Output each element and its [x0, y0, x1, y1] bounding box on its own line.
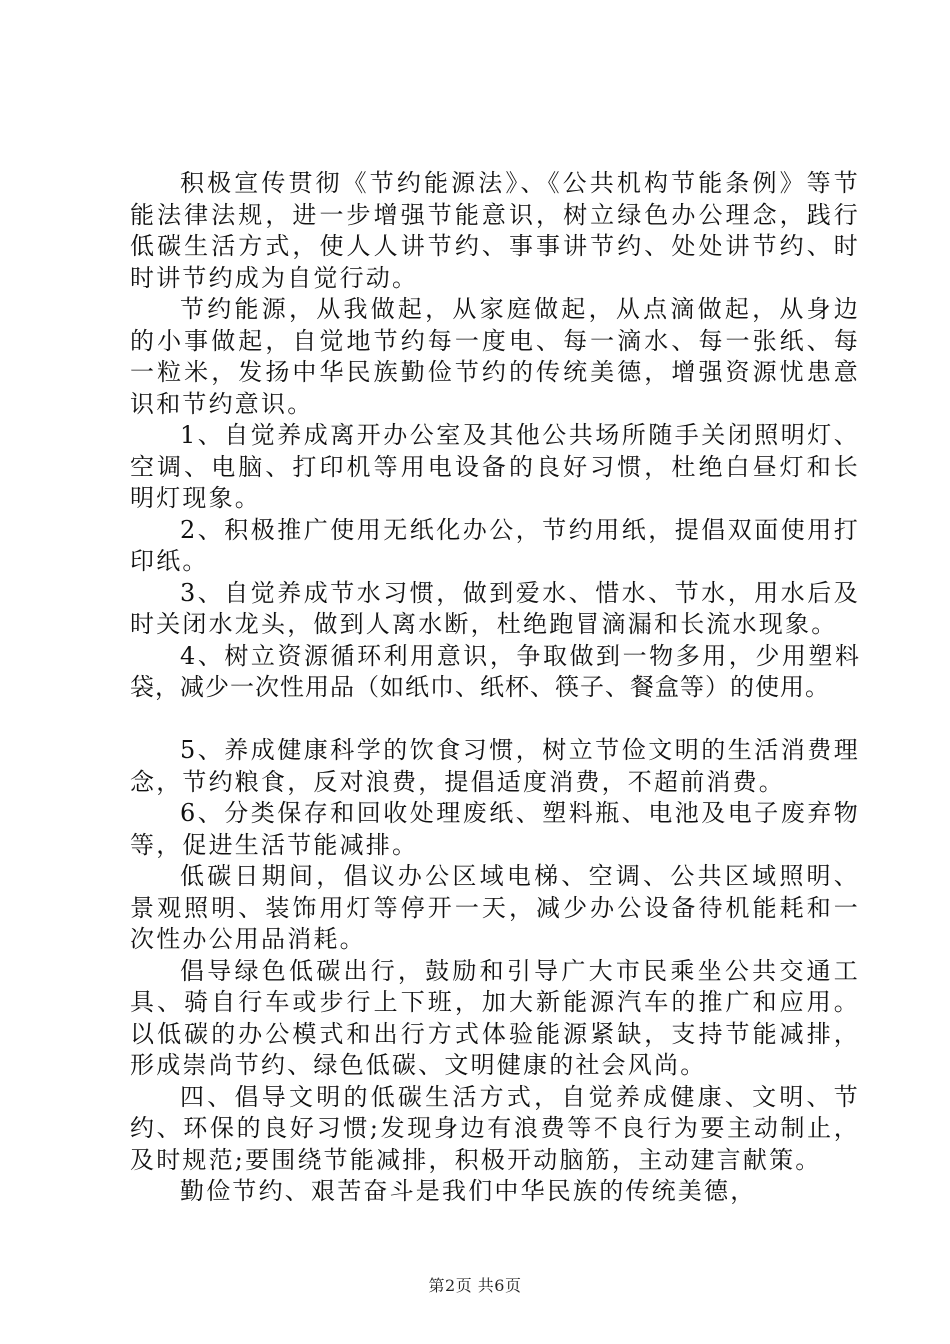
paragraph-section-four: 四、倡导文明的低碳生活方式，自觉养成健康、文明、节约、环保的良好习惯;发现身边有浪费等不良行为要主动制止，及时规范;要围绕节能减排，积极开动脑筋，主动建言献策。	[130, 1082, 860, 1174]
page-footer: 第2页 共6页	[428, 1276, 522, 1295]
document-body	[130, 168, 860, 1208]
paragraph-low-carbon-day: 低碳日期间，倡议办公区域电梯、空调、公共区域照明、景观照明、装饰用灯等停开一天，减少办公设备待机能耗和一次性办公用品消耗。	[130, 862, 860, 953]
paragraph-green-travel: 倡导绿色低碳出行，鼓励和引导广大市民乘坐公共交通工具、骑自行车或步行上下班，加大新能源汽车的推广和应用。以低碳的办公模式和出行方式体验能源紧缺，支持节能减排，形成崇尚节约、绿色低碳、文明健康的社会风尚。	[130, 956, 860, 1079]
paragraph-item-1: 1、自觉养成离开办公室及其他公共场所随手关闭照明灯、空调、电脑、打印机等用电设备的良好习惯，杜绝白昼灯和长明灯现象。	[130, 421, 860, 512]
paragraph-save-energy: 节约能源，从我做起，从家庭做起，从点滴做起，从身边的小事做起，自觉地节约每一度电、每一滴水、每一张纸、每一粒米，发扬中华民族勤俭节约的传统美德，增强资源忧患意识和节约意识。	[130, 295, 860, 418]
paragraph-item-4: 4、树立资源循环利用意识，争取做到一物多用，少用塑料袋，减少一次性用品（如纸巾、纸杯、筷子、餐盒等）的使用。	[130, 641, 860, 701]
paragraph-item-6: 6、分类保存和回收处理废纸、塑料瓶、电池及电子废弃物等，促进生活节能减排。	[130, 799, 860, 859]
paragraph-energy-law: 积极宣传贯彻《节约能源法》、《公共机构节能条例》等节能法律法规，进一步增强节能意识，树立绿色办公理念，践行低碳生活方式，使人人讲节约、事事讲节约、处处讲节约、时时讲节约成为自觉行动。	[130, 169, 860, 292]
paragraph-item-3: 3、自觉养成节水习惯，做到爱水、惜水、节水，用水后及时关闭水龙头，做到人离水断，杜绝跑冒滴漏和长流水现象。	[130, 578, 860, 638]
paragraph-item-5: 5、养成健康科学的饮食习惯，树立节俭文明的生活消费理念，节约粮食，反对浪费，提倡适度消费，不超前消费。	[130, 736, 860, 796]
paragraph-item-2: 2、积极推广使用无纸化办公，节约用纸，提倡双面使用打印纸。	[130, 515, 860, 575]
paragraph-closing: 勤俭节约、艰苦奋斗是我们中华民族的传统美德，	[180, 1177, 757, 1205]
